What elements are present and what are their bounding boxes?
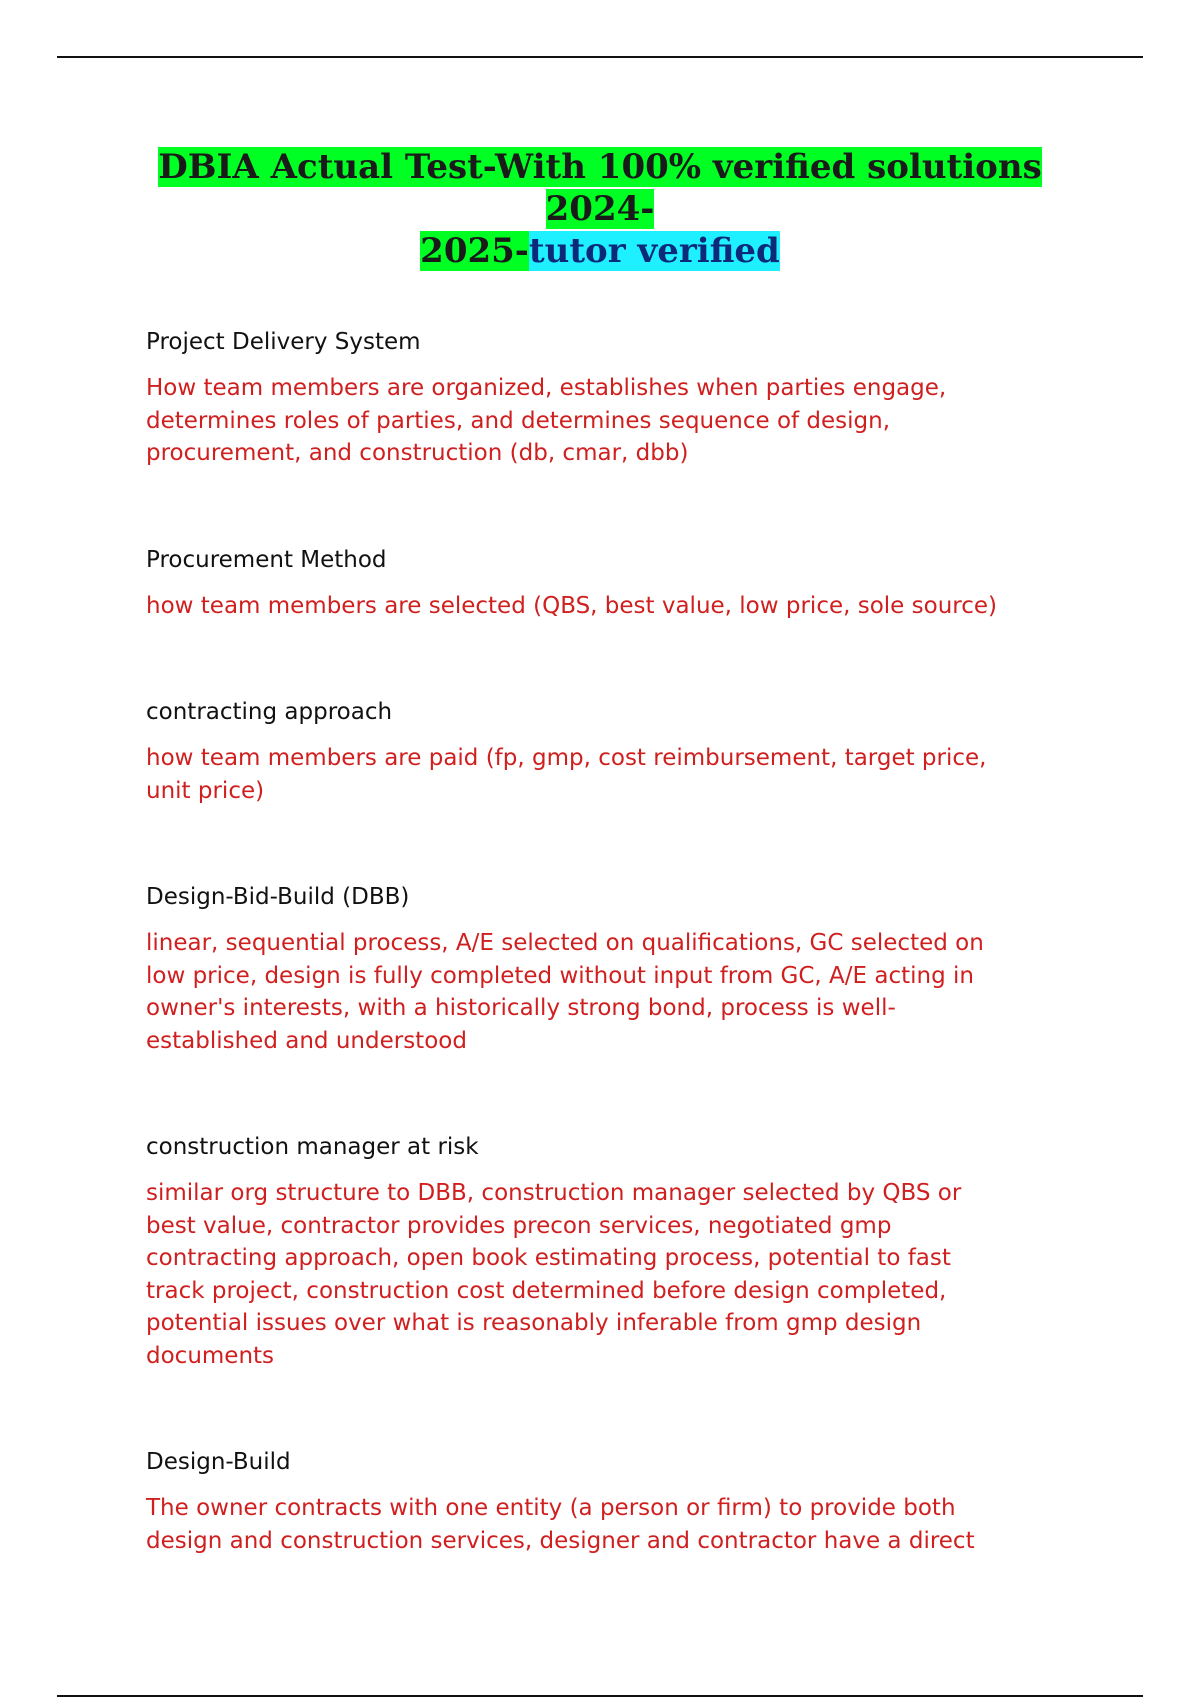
definition-text: How team members are organized, establishes when parties engage, determines roles of parties, and determines sequence of design, procurement, and construction (db, cmar, dbb) bbox=[146, 375, 947, 466]
definition-text: The owner contracts with one entity (a person or firm) to provide both design and construction services, designer and contractor have a direct bbox=[146, 1495, 975, 1554]
definition-text: how team members are paid (fp, gmp, cost reimbursement, target price, unit price) bbox=[146, 745, 987, 804]
title-green-highlight: DBIA Actual Test-With 100% verified solutions 2024- 2025- bbox=[158, 147, 1042, 271]
qa-item bbox=[146, 696, 1066, 807]
term-label: construction manager at risk bbox=[146, 1134, 479, 1160]
qa-item bbox=[146, 544, 1066, 623]
term-label: Project Delivery System bbox=[146, 329, 421, 355]
term-label: Design-Bid-Build (DBB) bbox=[146, 884, 410, 910]
definition-text: how team members are selected (QBS, best value, low price, sole source) bbox=[146, 592, 997, 619]
qa-item bbox=[146, 326, 1066, 470]
term-label: contracting approach bbox=[146, 699, 393, 725]
qa-list bbox=[146, 326, 1066, 1557]
term-label: Procurement Method bbox=[146, 546, 387, 573]
qa-item bbox=[146, 881, 1066, 1057]
qa-item bbox=[146, 1446, 1066, 1557]
qa-item bbox=[146, 1131, 1066, 1372]
page-title bbox=[100, 146, 1100, 272]
title-cyan-highlight: tutor verified bbox=[528, 231, 780, 271]
term-label: Design-Build bbox=[146, 1449, 291, 1475]
top-rule bbox=[57, 56, 1143, 58]
definition-text: linear, sequential process, A/E selected on qualifications, GC selected on low price, design is fully completed without input from GC, A/E acting in owner's interests, with a historically strong bond, process is well- established and understood bbox=[146, 930, 984, 1054]
definition-text: similar org structure to DBB, construction manager selected by QBS or best value, contractor provides precon services, negotiated gmp contracting approach, open book estimating process, potential to fast track project, construction cost determined before design completed, potential issues over what is reasonably inferable from gmp design documents bbox=[146, 1180, 962, 1369]
bottom-rule bbox=[57, 1695, 1143, 1697]
